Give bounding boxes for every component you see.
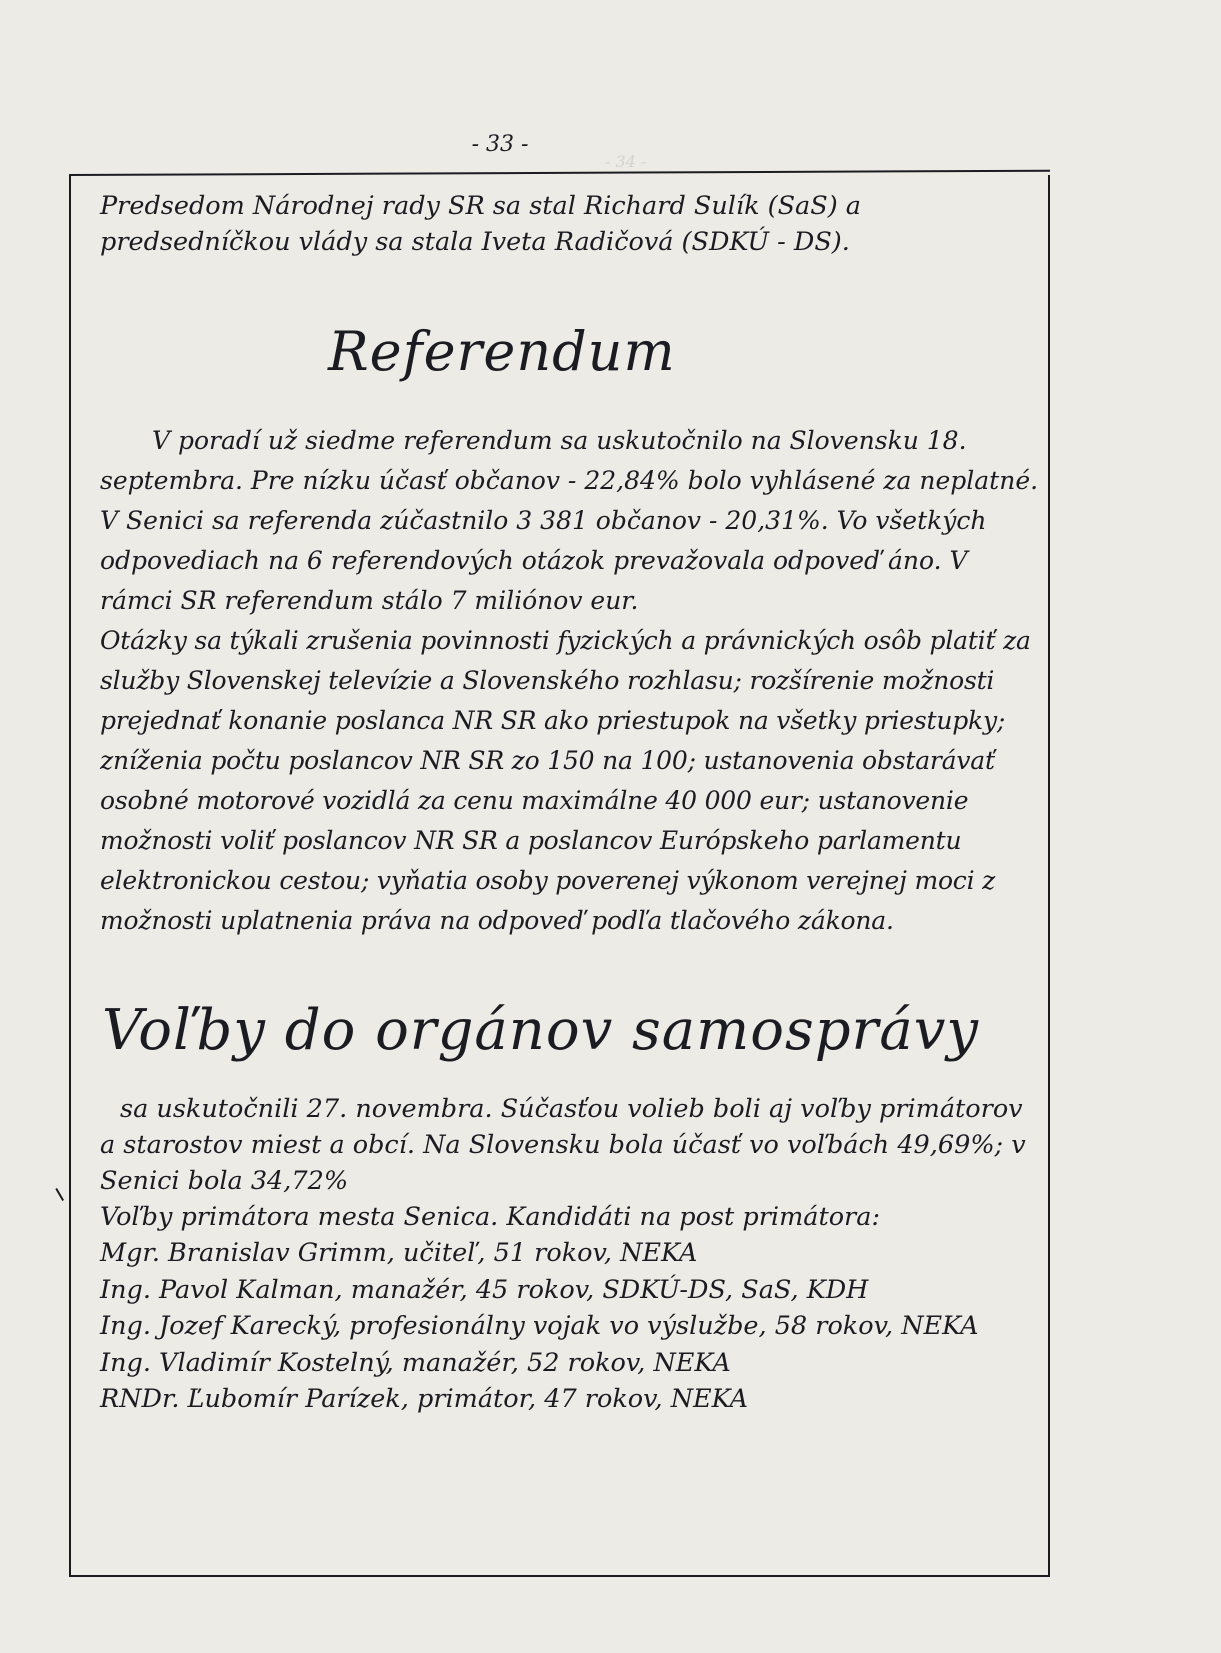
show-through-page-number: - 34 - xyxy=(605,152,647,171)
candidate-item: Ing. Jozef Karecký, profesionálny vojak vo výslužbe, 58 rokov, NEKA xyxy=(100,1311,979,1341)
referendum-heading: Referendum xyxy=(328,320,676,383)
page-number: - 33 - xyxy=(471,132,529,157)
candidate-item: RNDr. Ľubomír Parízek, primátor, 47 rokov, NEKA xyxy=(100,1384,749,1414)
referendum-paragraph-1: V poradí už siedme referendum sa uskutočnilo na Slovensku 18. septembra. Pre nízku účasť občanov - 22,84% bolo vyhlásené za neplatné. V Senici sa referenda zúčastnilo 3 381 občanov - 20,31%. Vo všetkých odpovediach na 6 referendových otázok prevažovala odpoveď áno. V rámci SR referendum stálo 7 miliónov eur. xyxy=(100,426,1039,615)
volby-paragraph: sa uskutočnili 27. novembra. Súčasťou volieb boli aj voľby primátorov a starostov miest a obcí. Na Slovensku bola účasť vo voľbách 49,69%; v Senici bola 34,72% xyxy=(100,1094,1026,1196)
referendum-paragraph-2: Otázky sa týkali zrušenia povinnosti fyzických a právnických osôb platiť za služby Slovenskej televízie a Slovenského rozhlasu; rozšírenie možnosti prejednať konanie poslanca NR SR ako priestupok na všetky priestupky; zníženia počtu poslancov NR SR zo 150 na 100; ustanovenia obstarávať osobné motorové vozidlá za cenu maximálne 40 000 eur; ustanovenie možnosti voliť poslancov NR SR a poslancov Európskeho parlamentu elektronickou cestou; vyňatia osoby poverenej výkonom verejnej moci z možnosti uplatnenia práva na odpoveď podľa tlačového zákona. xyxy=(100,626,1031,935)
candidate-item: Ing. Vladimír Kostelný, manažér, 52 rokov, NEKA xyxy=(100,1347,731,1378)
volby-heading: Voľby do orgánov samosprávy xyxy=(102,998,979,1063)
page-content xyxy=(100,188,1040,1418)
candidate-item: Ing. Pavol Kalman, manažér, 45 rokov, SDKÚ-DS, SaS, KDH xyxy=(100,1274,869,1305)
candidate-list xyxy=(100,1235,1040,1418)
candidate-item: Mgr. Branislav Grimm, učiteľ, 51 rokov, NEKA xyxy=(100,1238,698,1268)
intro-paragraph: Predsedom Národnej rady SR sa stal Richard Sulík (SaS) a predsedníčkou vlády sa stala Iveta Radičová (SDKÚ - DS). xyxy=(100,191,861,257)
candidates-intro: Voľby primátora mesta Senica. Kandidáti na post primátora: xyxy=(100,1202,881,1232)
